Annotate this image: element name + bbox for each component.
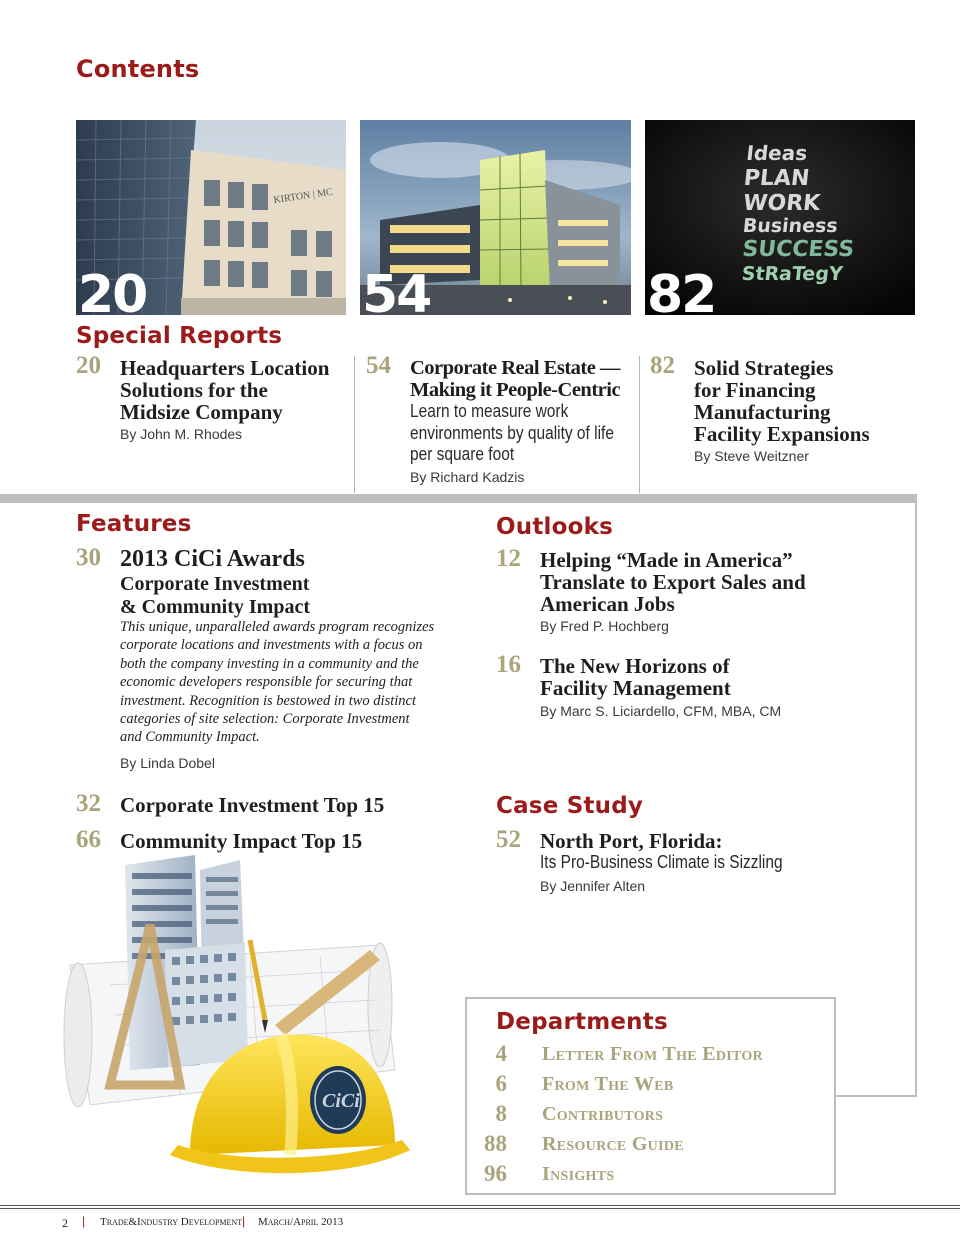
footer-rule [0,1205,960,1206]
footer-page-number: 2 [62,1216,68,1230]
footer-rule [0,1208,960,1209]
sign-word: StRaTegY [740,263,844,285]
sign-word: Ideas [745,141,809,165]
article-headline[interactable]: Solid Strategies for Financing Manufacturing Facility Expansions [694,356,870,446]
article-headline[interactable]: 2013 CiCi Awards [120,546,305,572]
frame-bottom-line [835,1095,917,1097]
article-headline[interactable]: The New Horizons of Facility Management [540,654,731,700]
page-number: 16 [496,651,521,678]
byline: By Steve Weitzner [694,448,809,464]
page-number: 20 [76,352,101,379]
cici-logo-text: CiCi [322,1090,360,1112]
page-number: 30 [76,544,101,571]
byline: By Richard Kadzis [410,469,525,485]
page-number: 8 [495,1101,507,1126]
sign-word: SUCCESS [741,237,856,262]
byline: By Marc S. Liciardello, CFM, MBA, CM [540,703,782,719]
page-number: 54 [366,352,391,379]
section-divider-bar [0,494,916,503]
department-label: Insights [542,1163,615,1185]
page-number: 88 [484,1131,507,1156]
footer-separator: | [242,1214,246,1228]
article-headline[interactable]: Community Impact Top 15 [120,829,363,853]
department-label: Contributors [542,1103,664,1125]
sign-word: WORK [741,191,822,216]
department-label: Letter From The Editor [542,1043,764,1065]
article-headline[interactable]: Helping “Made in America” Translate to Export Sales and American Jobs [540,548,806,616]
photo-page-number: 20 [78,265,147,315]
photo-page-number: 82 [647,265,716,315]
department-item[interactable] [467,1161,797,1191]
byline: By Linda Dobel [120,755,215,771]
byline: By John M. Rhodes [120,426,243,442]
article-summary: This unique, unparalleled awards program recognizes corporate locations and investments with a focus on both the company investing in a community and the economic developers responsible for securing that investment. Recognition is bestowed in two distinct categories of site selection: Corporate Investment and Community Impact. [120,619,435,746]
article-headline[interactable]: Corporate Investment Top 15 [120,793,385,817]
building-sign-text: KIRTON | MC [272,186,334,206]
department-item[interactable] [467,1131,797,1161]
page-number: 12 [496,545,521,572]
article-headline[interactable]: North Port, Florida: [540,829,723,853]
sign-word: Business [741,215,839,237]
department-item[interactable] [467,1071,797,1101]
section-title-features: Features [76,511,192,537]
byline: By Fred P. Hochberg [540,618,669,634]
sign-word: PLAN [742,166,811,191]
page-number: 96 [484,1161,507,1186]
footer-publication: Trade&Industry Development [100,1216,243,1228]
section-title-special-reports: Special Reports [76,323,283,349]
page-number: 32 [76,790,101,817]
article-deck: Learn to measure work environments by quality of life per square foot [410,401,614,464]
photo-solid-strategies[interactable] [645,120,915,315]
column-divider [639,356,640,493]
section-title-case-study: Case Study [496,793,644,819]
page-number: 82 [650,352,675,379]
article-deck: Its Pro-Business Climate is Sizzling [540,852,783,872]
byline: By Jennifer Alten [540,878,646,894]
footer-issue: March/April 2013 [258,1216,344,1228]
column-divider [354,356,355,493]
page-number: 52 [496,826,521,853]
article-headline[interactable]: Corporate Real Estate — Making it People-Centric [410,357,621,401]
departments-box [465,997,836,1195]
photo-page-number: 54 [362,265,431,315]
frame-right-line [915,494,917,1096]
page-number: 4 [495,1041,507,1066]
page-number: 6 [495,1071,507,1096]
page-number: 66 [76,826,101,853]
page-title: Contents [76,55,200,83]
cici-awards-illustration [50,855,450,1195]
article-subhead: Corporate Investment & Community Impact [120,573,310,618]
department-label: Resource Guide [542,1133,684,1155]
department-item[interactable] [467,1101,797,1131]
photo-headquarters[interactable] [76,120,346,315]
footer-separator: | [82,1214,86,1228]
section-title-outlooks: Outlooks [496,514,613,540]
article-headline[interactable]: Headquarters Location Solutions for the Midsize Company [120,356,330,424]
photo-corporate-real-estate[interactable] [360,120,631,315]
section-title-departments: Departments [496,1009,668,1035]
department-label: From The Web [542,1073,674,1095]
department-item[interactable] [467,1041,797,1071]
